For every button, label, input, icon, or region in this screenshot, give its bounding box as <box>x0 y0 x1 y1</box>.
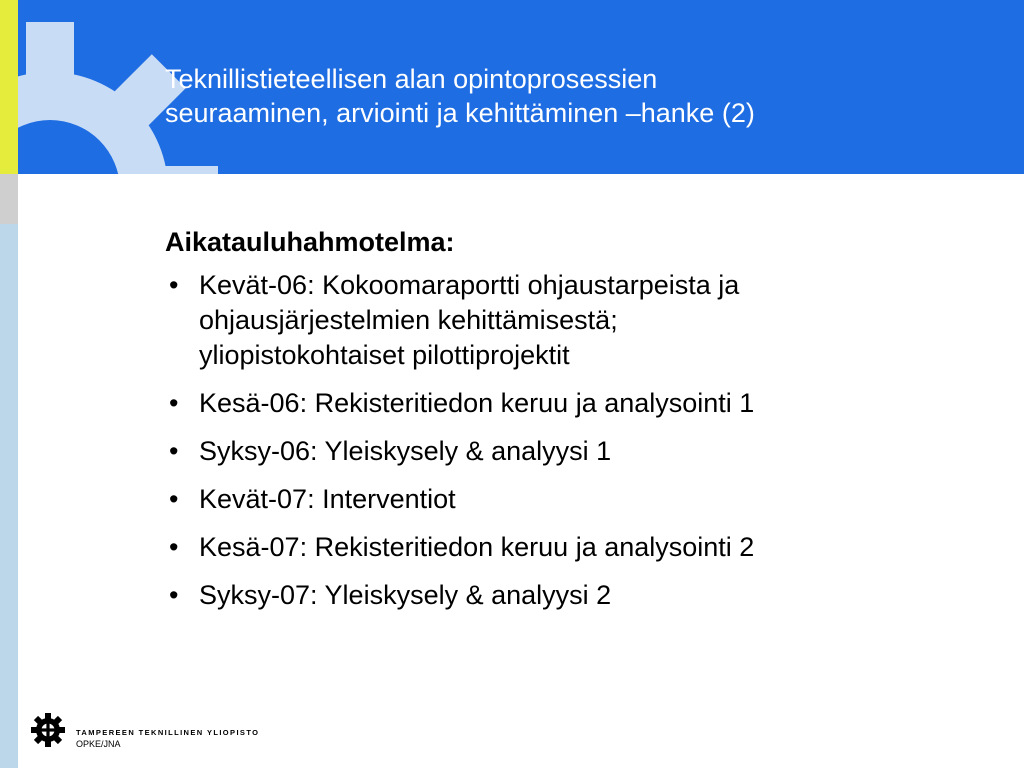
title-banner <box>0 0 1024 174</box>
list-item-line: Kevät-06: Kokoomaraportti ohjaustarpeista ja <box>199 270 740 300</box>
list-item <box>165 386 985 421</box>
content-heading: Aikatauluhahmotelma: <box>165 227 455 257</box>
list-item-line: Kesä-06: Rekisteritiedon keruu ja analysointi 1 <box>199 388 755 418</box>
list-item <box>165 268 985 373</box>
slide-title-line-1: Teknillistieteellisen alan opintoprosessien <box>165 64 658 94</box>
slide-title-line-2: seuraaminen, arviointi ja kehittäminen –hanke (2) <box>165 98 755 128</box>
gear-icon <box>30 712 66 748</box>
bullet-icon: • <box>169 270 179 300</box>
list-item-line: Syksy-07: Yleiskysely & analyysi 2 <box>199 580 612 610</box>
slide-content <box>165 224 985 626</box>
presenter-code: OPKE/JNA <box>76 739 121 749</box>
list-item <box>165 434 985 469</box>
bullet-icon: • <box>169 388 179 418</box>
side-stripe-blue <box>0 224 18 768</box>
list-item-line: yliopistokohtaiset pilottiprojektit <box>199 340 570 370</box>
list-item <box>165 530 985 565</box>
organization-name: TAMPEREEN TEKNILLINEN YLIOPISTO <box>76 728 260 737</box>
list-item-line: Kevät-07: Interventiot <box>199 484 456 514</box>
side-stripe-grey <box>0 174 18 224</box>
list-item <box>165 482 985 517</box>
bullet-icon: • <box>169 580 179 610</box>
bullet-icon: • <box>169 532 179 562</box>
list-item <box>165 578 985 613</box>
bullet-list <box>165 268 985 613</box>
slide-title <box>165 62 995 130</box>
list-item-line: ohjausjärjestelmien kehittämisestä; <box>199 305 618 335</box>
side-stripe-yellow <box>0 0 18 174</box>
list-item-line: Kesä-07: Rekisteritiedon keruu ja analysointi 2 <box>199 532 755 562</box>
bullet-icon: • <box>169 436 179 466</box>
list-item-line: Syksy-06: Yleiskysely & analyysi 1 <box>199 436 612 466</box>
bullet-icon: • <box>169 484 179 514</box>
